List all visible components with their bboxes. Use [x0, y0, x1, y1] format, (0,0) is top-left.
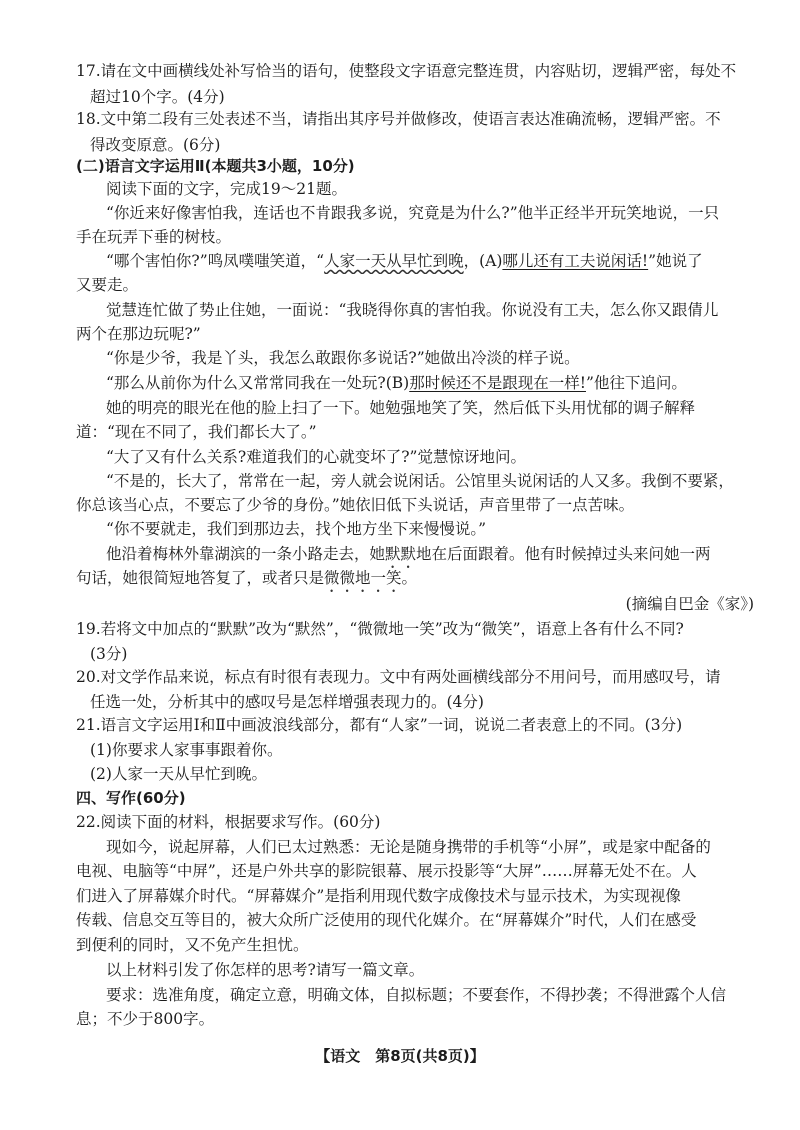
passage-p2 — [106, 248, 756, 274]
passage-p6b: 道：“现在不同了，我们都长大了。” — [76, 423, 317, 441]
passage-p8b: 你总该当心点，不要忘了少爷的身份。”她依旧低下头说话，声音里带了一点苦味。 — [76, 496, 635, 514]
p10a-post: 地在后面跟着。他有时候掉过头来问她一两 — [416, 545, 711, 563]
q20-line1: 20.对文学作品来说，标点有时很有表现力。文中有两处画横线部分不用问号，而用感叹号，请 — [76, 668, 721, 686]
q22-prompt: 以上材料引发了你怎样的思考?请写一篇文章。 — [106, 961, 425, 979]
p10b-post: 。 — [401, 569, 418, 587]
q22-requirements-1: 要求：选准角度，确定立意，明确文体，自拟标题；不要套作，不得抄袭；不得泄露个人信 — [106, 986, 727, 1004]
passage-source: (摘编自巴金《家》) — [625, 595, 754, 613]
passage-p5 — [106, 370, 756, 396]
q22-line1: 22.阅读下面的材料，根据要求写作。(60分) — [76, 813, 381, 831]
q22-material-1: 现如今，说起屏幕，人们已太过熟悉：无论是随身携带的手机等“小屏”，或是家中配备的 — [106, 838, 711, 856]
p2-underlined: 哪儿还有工夫说闲话! — [502, 252, 649, 270]
q20-line2: 任选一处，分析其中的感叹号是怎样增强表现力的。(4分) — [90, 693, 484, 711]
passage-p9: “你不要就走，我们到那边去，找个地方坐下来慢慢说。” — [106, 520, 487, 538]
passage-p6a: 她的明亮的眼光在他的脸上扫了一下。她勉强地笑了笑，然后低下头用忧郁的调子解释 — [106, 399, 696, 417]
p5-pre: “那么从前你为什么又常常同我在一处玩?(B) — [106, 374, 410, 392]
q22-material-5: 到便利的同时，又不免产生担忧。 — [76, 936, 309, 954]
p10b-pre: 句话，她很简短地答复了，或者只是 — [76, 569, 325, 587]
q22-material-4: 传载、信息交互等目的，被大众所广泛使用的现代化媒介。在“屏幕媒介”时代，人们在感受 — [76, 911, 697, 929]
passage-p4: “你是少爷，我是丫头，我怎么敢跟你多说话?”她做出冷淡的样子说。 — [106, 349, 580, 367]
page-footer: 【语文 第8页(共8页)】 — [315, 1047, 485, 1065]
passage-p2b: 又要走。 — [76, 276, 139, 294]
p10a-dotted: 默默 — [385, 545, 417, 563]
p2-wavy-underlined: 人家一天从早忙到晚 — [324, 252, 464, 270]
q17-line2: 超过10个字。(4分) — [90, 88, 225, 106]
passage-p1a: “你近来好像害怕我，连话也不肯跟我多说，究竟是为什么?”他半正经半开玩笑地说，一只 — [106, 204, 720, 222]
p5-underlined: 那时候还不是跟现在一样! — [409, 374, 586, 392]
p2-mid: ，(A) — [463, 252, 503, 270]
passage-p8a: “不是的，长大了，常常在一起，旁人就会说闲话。公馆里头说闲话的人又多。我倒不要紧， — [106, 472, 734, 490]
q22-material-2: 电视、电脑等“中屏”，还是户外共享的影院银幕、展示投影等“大屏”……屏幕无处不在。人 — [76, 862, 697, 880]
q19-line1: 19.若将文中加点的“默默”改为“默然”，“微微地一笑”改为“微笑”，语意上各有什么不同? — [76, 620, 684, 638]
section2-heading: (二)语言文字运用Ⅱ(本题共3小题，10分) — [76, 157, 355, 175]
q21-line1: 21.语言文字运用Ⅰ和Ⅱ中画波浪线部分，都有“人家”一词，说说二者表意上的不同。(3分) — [76, 716, 683, 734]
section4-heading: 四、写作(60分) — [76, 789, 186, 807]
section2-intro: 阅读下面的文字，完成19～21题。 — [106, 180, 347, 198]
q18-line1: 18.文中第二段有三处表述不当，请指出其序号并做修改，使语言表达准确流畅，逻辑严密。不 — [76, 110, 721, 128]
q18-line2: 得改变原意。(6分) — [90, 136, 221, 154]
passage-p3a: 觉慧连忙做了势止住她，一面说：“我晓得你真的害怕我。你说没有工夫，怎么你又跟倩儿 — [106, 301, 719, 319]
passage-p7: “大了又有什么关系?难道我们的心就变坏了?”觉慧惊讶地问。 — [106, 448, 526, 466]
p10a-pre: 他沿着梅林外靠湖滨的一条小路走去，她 — [106, 545, 386, 563]
q17-line1: 17.请在文中画横线处补写恰当的语句，使整段文字语意完整连贯，内容贴切，逻辑严密，每处不 — [76, 62, 737, 80]
p5-post: ”他往下追问。 — [585, 374, 687, 392]
q19-line2: (3分) — [90, 645, 128, 663]
q21-item1: (1)你要求人家事事跟着你。 — [90, 741, 283, 759]
passage-p1b: 手在玩弄下垂的树枝。 — [76, 228, 232, 246]
p2-pre: “哪个害怕你?”鸣凤噗嗤笑道，“ — [106, 252, 325, 270]
q22-material-3: 们进入了屏幕媒介时代。“屏幕媒介”是指利用现代数字成像技术与显示技术，为实现视像 — [76, 887, 681, 905]
q22-requirements-2: 息；不少于800字。 — [76, 1010, 215, 1028]
q21-item2: (2)人家一天从早忙到晚。 — [90, 765, 267, 783]
p10b-dotted: 微微地一笑 — [324, 569, 402, 587]
p2-post: ”她说了 — [648, 252, 703, 270]
passage-p3b: 两个在那边玩呢?” — [76, 325, 201, 343]
